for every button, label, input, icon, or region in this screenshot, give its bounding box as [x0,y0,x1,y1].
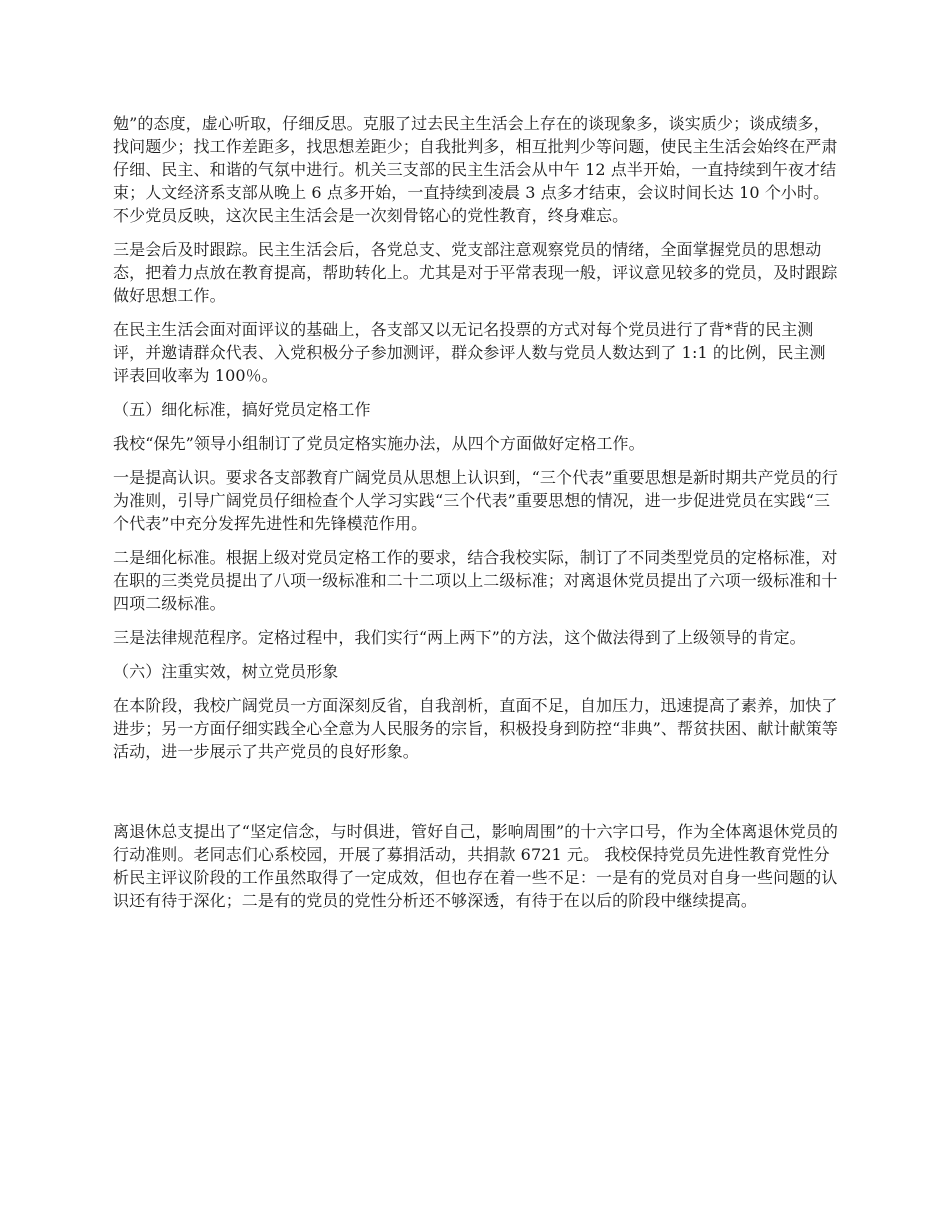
paragraph-grading-method: 我校“保先”领导小组制订了党员定格实施办法，从四个方面做好定格工作。 [113,434,645,453]
paragraph-standardize-procedure: 三是法律规范程序。定格过程中，我们实行“两上两下”的方法，这个做法得到了上级领导的肯定。 [113,628,806,647]
paragraph-raise-awareness: 一是提高认识。要求各支部教育广阔党员从思想上认识到，“三个代表”重要思想是新时期共产党员的行为准则，引导广阔党员仔细检查个人学习实践“三个代表”重要思想的情况，进一步促进党员在实践“三个代表”中充分发挥先进性和先锋模范作用。 [113,468,838,533]
paragraph-refine-standards: 二是细化标准。根据上级对党员定格工作的要求，结合我校实际，制订了不同类型党员的定格标准，对在职的三类党员提出了八项一级标准和二十二项以上二级标准；对离退休党员提出了六项一级标准和十四项二级标准。 [113,548,838,613]
section-heading-six: （六）注重实效，树立党员形象 [113,662,339,681]
paragraph-spacer [113,774,840,820]
paragraph-democratic-life-meeting: 勉”的态度，虚心听取，仔细反思。克服了过去民主生活会上存在的谈现象多，谈实质少；谈成绩多，找问题少；找工作差距多，找思想差距少；自我批判多，相互批判少等问题，使民主生活会始终在严肃仔细、民主、和谐的气氛中进行。机关三支部的民主生活会从中午 12 点半开始，一直持续到午夜才结束；人文经济系支部从晚上 6 点多开始，一直持续到凌晨 3 点多才结束，会议时间长达 10 个小时。不少党员反映，这次民主生活会是一次刻骨铭心的党性教育，终身难忘。 [113,114,838,225]
paragraph-democratic-evaluation: 在民主生活会面对面评议的基础上，各支部又以无记名投票的方式对每个党员进行了背*背的民主测评，并邀请群众代表、入党积极分子参加测评，群众参评人数与党员人数达到了 1:1 的比例，民主测评表回收率为 100％。 [113,320,826,385]
document-body [113,112,840,923]
paragraph-follow-up: 三是会后及时跟踪。民主生活会后，各党总支、党支部注意观察党员的情绪，全面掌握党员的思想动态，把着力点放在教育提高，帮助转化上。尤其是对于平常表现一般，评议意见较多的党员，及时跟踪做好思想工作。 [113,240,838,305]
section-heading-five: （五）细化标准，搞好党员定格工作 [113,400,371,419]
paragraph-retirees-summary: 离退休总支提出了“坚定信念，与时俱进，管好自己，影响周围”的十六字口号，作为全体离退休党员的行动准则。老同志们心系校园，开展了募捐活动，共捐款 6721 元。 我校保持党员先进性教育党性分析民主评议阶段的工作虽然取得了一定成效，但也存在着一些不足：一是有的党员对自身一些问题的认识还有待于深化；二是有的党员的党性分析还不够深透，有待于在以后的阶段中继续提高。 [113,822,838,910]
paragraph-party-image: 在本阶段，我校广阔党员一方面深刻反省，自我剖析，直面不足，自加压力，迅速提高了素养，加快了进步；另一方面仔细实践全心全意为人民服务的宗旨，积极投身到防控“非典”、帮贫扶困、献计献策等活动，进一步展示了共产党员的良好形象。 [113,696,838,761]
